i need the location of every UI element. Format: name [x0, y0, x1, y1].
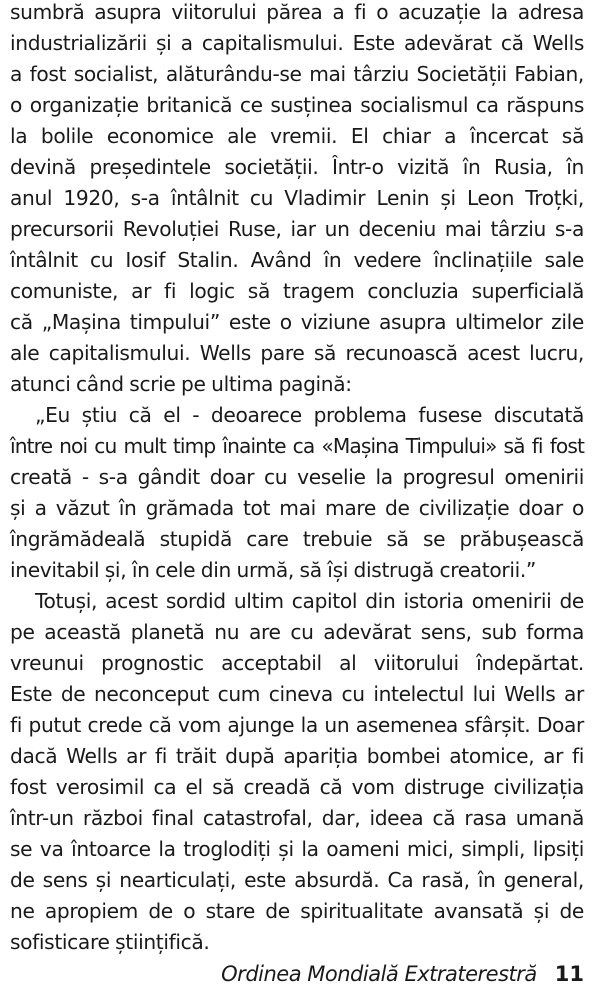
text-line: industrializării și a capitalismului. Este adevărat că Wells — [10, 31, 584, 55]
text-line: atunci când scrie pe ultima pagină: — [10, 372, 352, 396]
text-line: ale capitalismului. Wells pare să recunoască acest lucru, — [10, 341, 584, 365]
text-line: comuniste, ar fi logic să tragem concluzia superficială — [10, 279, 584, 303]
text-line: vreunui prognostic acceptabil al viitorului îndepărtat. — [10, 651, 584, 675]
text-line: Este de neconceput cum cineva cu intelectul lui Wells ar — [10, 682, 584, 706]
text-line: a fost socialist, alăturându-se mai târziu Societății Fabian, — [10, 62, 584, 86]
page-number: 11 — [554, 962, 584, 986]
text-line: creată - s-a gândit doar cu veselie la progresul omenirii — [10, 465, 584, 489]
text-line: Totuși, acest sordid ultim capitol din istoria omenirii de — [35, 589, 584, 613]
text-line: și a văzut în grămada tot mai mare de civilizație doar o — [10, 496, 584, 520]
text-line: la bolile economice ale vremii. El chiar a încercat să — [10, 124, 584, 148]
text-line: de sens și nearticulați, este absurdă. Ca rasă, în general, — [10, 868, 584, 892]
text-line: pe această planetă nu are cu adevărat sens, sub forma — [10, 620, 584, 644]
page-body — [10, 0, 584, 958]
text-line: precursorii Revoluției Ruse, iar un deceniu mai târziu s-a — [10, 217, 584, 241]
paragraph-3 — [10, 586, 584, 958]
text-line: sofisticare științifică. — [10, 930, 210, 954]
page-footer — [221, 962, 584, 986]
text-line: devină președintele societății. Într-o vizită în Rusia, în — [10, 155, 584, 179]
text-line: se va întoarce la troglodiți și la oameni mici, simpli, lipsiți — [10, 837, 584, 861]
paragraph-1 — [10, 0, 584, 400]
text-line: ne apropiem de o stare de spiritualitate avansată și de — [10, 899, 584, 923]
text-line: anul 1920, s-a întâlnit cu Vladimir Lenin și Leon Troțki, — [10, 186, 584, 210]
text-line: „Eu știu că el - deoarece problema fusese discutată — [35, 403, 584, 427]
text-line: fost verosimil ca el să creadă că vom distruge civilizația — [10, 775, 584, 799]
text-line: inevitabil și, în cele din urmă, să își distrugă creatorii.” — [10, 558, 537, 582]
text-line: dacă Wells ar fi trăit după apariția bombei atomice, ar fi — [10, 744, 584, 768]
text-line: o organizație britanică ce susținea socialismul ca răspuns — [10, 93, 584, 117]
text-line: sumbră asupra viitorului părea a fi o acuzație la adresa — [10, 0, 584, 24]
text-line: îngrămădeală stupidă care trebuie să se prăbușească — [10, 527, 584, 551]
paragraph-2-quote — [10, 400, 584, 586]
text-line: că „Mașina timpului” este o viziune asupra ultimelor zile — [10, 310, 584, 334]
running-footer-title: Ordinea Mondială Extraterestră — [221, 962, 537, 986]
text-line: fi putut crede că vom ajunge la un asemenea sfârșit. Doar — [10, 713, 584, 737]
text-line: între noi cu mult timp înainte ca «Mașina Timpului» să fi fost — [10, 434, 584, 458]
text-line: într-un război final catastrofal, dar, ideea că rasa umană — [10, 806, 584, 830]
text-line: întâlnit cu Iosif Stalin. Având în vedere înclinațiile sale — [10, 248, 584, 272]
